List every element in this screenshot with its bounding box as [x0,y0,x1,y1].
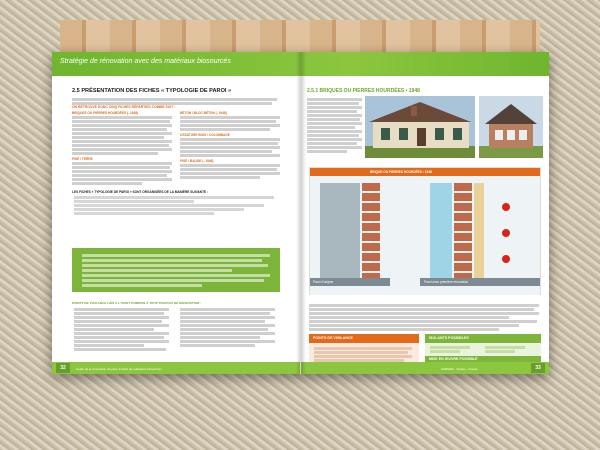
left-section-title: 2.5 PRÉSENTATION DES FICHES « TYPOLOGIE DE PAROI » [72,88,232,94]
wall-diagram [309,167,541,295]
right-page [301,52,549,374]
isolants-title: ISOLANTS POSSIBLES [425,334,541,343]
green-callout [72,248,280,292]
right-page-number: 33 [531,363,545,373]
vigilance-title: POINTS DE VIGILANCE [309,334,419,343]
right-footer-text: CEREMA - Guides - France [441,367,478,371]
label-after: Paroi avec première rénovation [424,280,469,284]
house-photo-1 [365,96,475,158]
diagram-title: BRIQUE OU PIERRES HOURDÉES • 1948 [370,170,432,174]
left-page [52,52,300,374]
fiche-2: BÉTON / BLOC BÉTON (- 1948) [180,111,227,115]
header-band-title: Stratégie de rénovation avec des matériaux biosourcés [60,58,231,65]
mise-title: MISE EN ŒUVRE POSSIBLE [425,356,541,363]
book-spine [296,52,306,374]
organised-label: LES FICHES « TYPOLOGIE DE PAROI » SONT ORGANISÉES DE LA MANIÈRE SUIVANTE : [72,190,209,194]
house-photo-2 [479,96,543,158]
points-title: POINTS DE VIGILANCE LIÉS À L'AUDIT COMMUN À TOUS TRAVAUX DE RÉNOVATION : [72,301,202,305]
intro-label: ON RETROUVE DONC CINQ FICHES RÉPARTIES COMME SUIT : [72,105,176,109]
label-before: Paroi d'origine [313,280,334,284]
fiche-5: PISÉ / BAUGE (- 1948) [180,159,214,163]
right-footer [301,362,549,374]
left-page-number: 32 [56,363,70,373]
fiche-4: OSSATURE BOIS / COLOMBAGE [180,133,230,137]
fiche-3: PISÉ / TERRE [72,157,93,161]
left-footer-text: Guide de la rénovation de paroi à l'aide de matériaux biosourcés [76,367,162,371]
fiche-1: BRIQUES OU PIERRES HOURDÉES (- 1948) [72,111,139,115]
open-book [52,52,549,374]
right-section-title: 2.5.1 BRIQUES OU PIERRES HOURDÉES • 1948 [307,88,420,94]
